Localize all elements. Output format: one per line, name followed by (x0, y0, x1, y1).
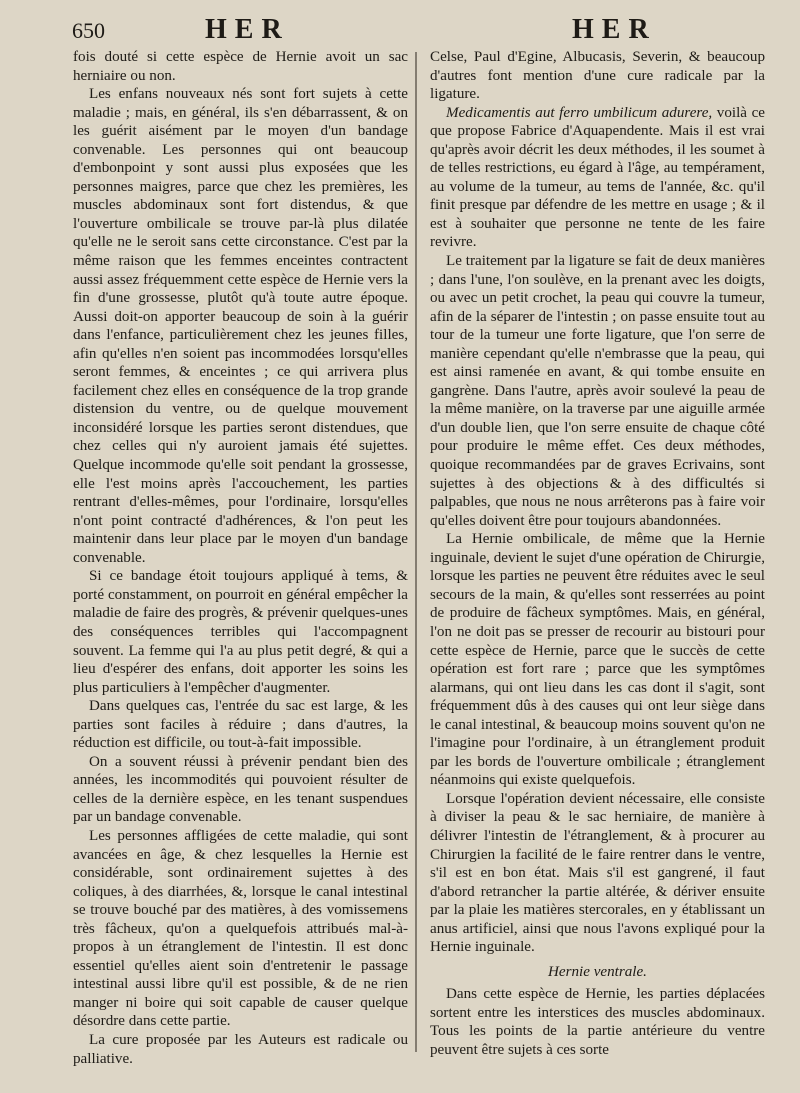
paragraph: Les enfans nouveaux nés sont fort sujets à cette maladie ; mais, en général, ils s'en débarrassent, & on les guérit aisément par le moyen d'un bandage convenable. Les personnes qui ont beaucoup d'embonpoint y sont aussi plus exposées que les personnes maigres, parce que chez les premières, les muscles abdominaux sont fort distendus, & que l'ouverture ombilicale se trouve par-là plus dilatée qu'elle ne le seroit sans cette circonstance. C'est par la même raison que les femmes enceintes contractent aussi assez fréquemment cette espèce de Hernie vers la fin d'une grossesse, plutôt qu'à toute autre époque. Aussi doit-on apporter beaucoup de soin à la guérir dans l'enfance, particulièrement chez les jeunes filles, afin qu'elles n'en soient pas incommodées lorsqu'elles seront femmes, & enceintes ; ce qui arrivera plus facilement chez elles en conséquence de la trop grande distension du ventre, ou de quelque mouvement inconsidéré lorsque les parties seront distendues, que chez celles qui n'y auroient jamais été sujettes. Quelque incommode qu'elle soit pendant la grossesse, elle l'est moins après l'accouchement, les parties rentrant d'elles-mêmes, pour l'ordinaire, lorsqu'elles n'ont point contracté d'adhérences, & l'on peut les maintenir dans leur place par le moyen d'un bandage convenable. (73, 86, 408, 566)
paragraph: Celse, Paul d'Egine, Albucasis, Severin, & beaucoup d'autres font mention d'une cure radicale par la ligature. (430, 49, 765, 103)
paragraph: Lorsque l'opération devient nécessaire, elle consiste à diviser la peau & le sac herniaire, de manière à délivrer l'intestin de l'étranglement, & à procurer au Chirurgien la facilité de le faire rentrer dans le ventre, s'il est en bon état. Mais s'il est gangrené, il faut d'abord retrancher la partie altérée, & dériver ensuite par la plaie les matières stercorales, en y établissant un anus artificiel, ainsi que nous l'avons expliqué pour la Hernie inguinale. (430, 790, 765, 956)
paragraph: La cure proposée par les Auteurs est radicale ou palliative. (73, 1031, 408, 1067)
paragraph: fois douté si cette espèce de Hernie avoit un sac herniaire ou non. (73, 49, 408, 84)
page-header (0, 14, 800, 50)
paragraph: Les personnes affligées de cette maladie, qui sont avancées en âge, & chez lesquelles la Hernie est considérable, sont ordinairement sujettes à des coliques, à des diarrhées, &, lorsque le canal intestinal se trouve bouché par des matières, à des vomissemens très fâcheux, qu'on a quelquefois attribués mal-à-propos à un étranglement de l'intestin. Il est donc essentiel qu'elles aient soin d'entretenir le passage intestinal aussi libre qu'il est possible, & de ne rien manger ni boire qui soit capable de causer quelque désordre dans cette partie. (73, 827, 408, 1030)
running-head-right: HER (572, 14, 657, 45)
section-heading: Hernie ventrale. (548, 963, 647, 980)
italic-latin-quote: Medicamentis aut ferro umbilicum adurere, (446, 104, 713, 121)
paragraph: Dans cette espèce de Hernie, les parties déplacées sortent entre les interstices des muscles abdominaux. Tous les points de la partie antérieure du ventre peuvent être sujets à ces sorte (430, 986, 765, 1058)
paragraph: Dans quelques cas, l'entrée du sac est large, & les parties sont faciles à réduire ; dans d'autres, la réduction est difficile, ou tout-à-fait impossible. (73, 698, 408, 752)
left-column (73, 48, 408, 1068)
paragraph: On a souvent réussi à prévenir pendant bien des années, les incommodités qui pouvoient résulter de celles de la dernière espèce, en les tenant suspendues par un bandage convenable. (73, 753, 408, 826)
paragraph-with-italic-lead (430, 104, 765, 252)
page-number: 650 (72, 18, 105, 43)
column-divider (415, 52, 417, 1052)
paragraph: La Hernie ombilicale, de même que la Hernie inguinale, devient le sujet d'une opération de Chirurgie, lorsque les parties ne peuvent être réduites avec le seul secours de la main, & qu'elles sont resserrées au point de produire de fâcheux symptômes. Mais, en général, l'on ne doit pas se presser de recourir au bistouri pour cette espèce de Hernie, parce que le succès de cette opération est fort rare ; parce que les symptômes alarmans, qui ont lieu dans les cas dont il s'agit, sont fréquemment dûs à des causes qui ont leur siège dans le canal intestinal, & beaucoup moins souvent qu'on ne l'imagine pour l'ordinaire, à un étranglement produit par les bords de l'ouverture ombilicale ; étranglement néanmoins qui existe quelquefois. (430, 531, 765, 789)
paragraph: Si ce bandage étoit toujours appliqué à tems, & porté constamment, on pourroit en général empêcher la maladie de faire des progrès, & prévenir quelques-unes des conséquences terribles qui l'accompagnent souvent. La femme qui l'a au plus petit degré, & qui a lieu d'espérer des enfans, doit apporter les soins les plus particuliers à l'empêcher d'augmenter. (73, 568, 408, 696)
paragraph: Le traitement par la ligature se fait de deux manières ; dans l'une, l'on soulève, en la prenant avec les doigts, ou avec un petit crochet, la peau qui couvre la tumeur, afin de la séparer de l'intestin ; on passe ensuite tout au tour de la tumeur une forte ligature, que l'on serre de manière cependant qu'elle n'embrasse que la peau, qui est ainsi ramenée en avant, & qui tombe ensuite en gangrène. Dans l'autre, après avoir soulevé la peau de la même manière, on la traverse par une aiguille armée d'un double lien, que l'on serre ensuite de chaque côté pour produire le même effet. Ces deux méthodes, quoique recommandées par de graves Ecrivains, sont sujettes à des objections & à des difficultés si palpables, que nous ne nous arrêterons pas à faire voir qu'elles doivent être pour toujours abandonnées. (430, 253, 765, 529)
running-head-left: HER (205, 14, 290, 45)
paragraph-text: voilà ce que propose Fabrice d'Aquapendente. Mais il est vrai qu'après avoir décrit les deux méthodes, il les soumet à de telles restrictions, eu égard à l'âge, au tempérament, au volume de la tumeur, au tems de l'année, &c. qu'il finit presque par défendre de les mettre en usage ; & il est à souhaiter que personne ne tente de les faire revivre. (430, 104, 765, 251)
right-column (430, 48, 765, 1060)
